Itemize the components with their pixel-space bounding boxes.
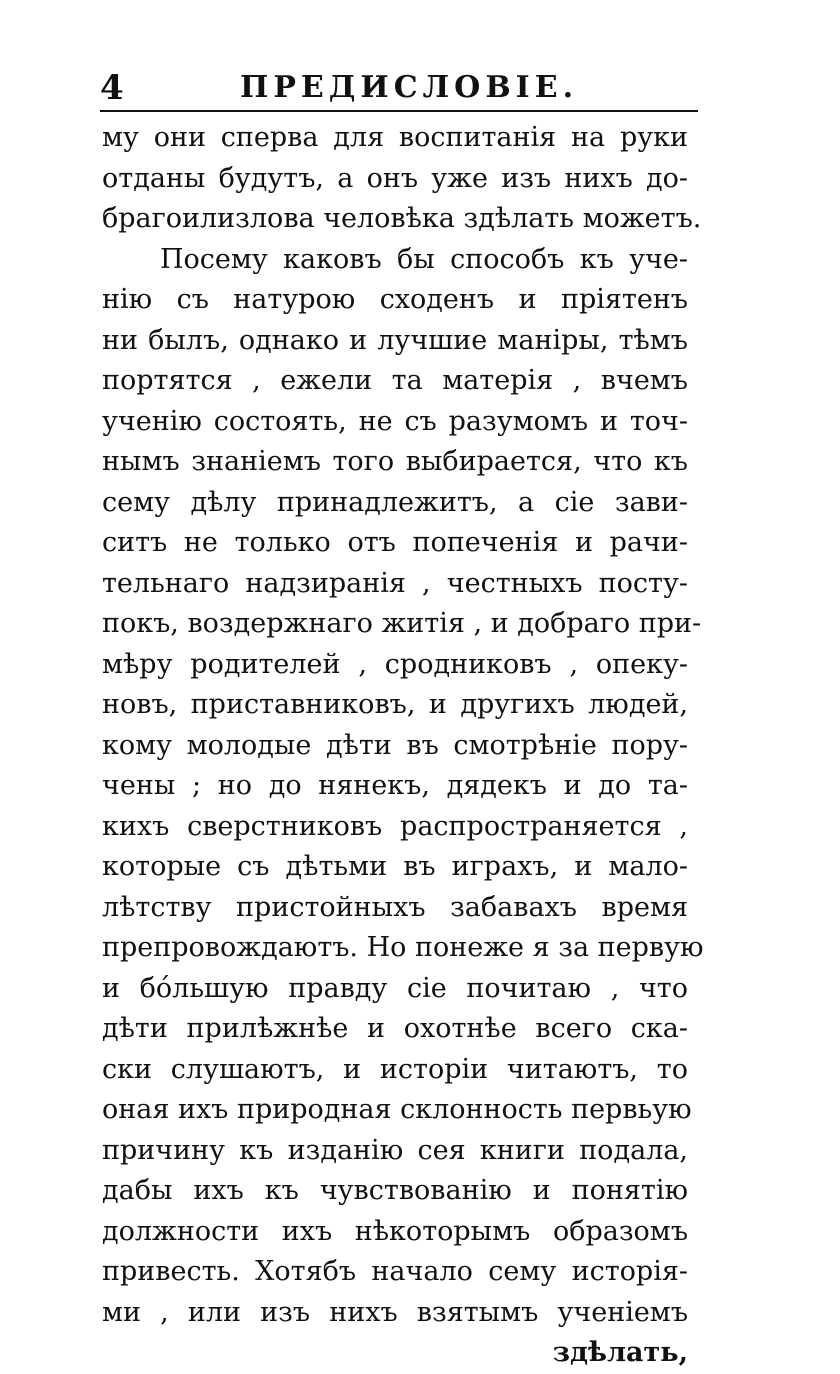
page-header <box>100 66 700 110</box>
text-line: и бо́льшую правду сіе почитаю , что <box>102 972 688 1004</box>
text-line: ни былъ, однако и лучшие маніры, тѣмъ <box>102 324 688 356</box>
text-line: мѣру родителей , сродниковъ , опеку- <box>102 648 688 680</box>
text-line: препровождаютъ. Но понеже я за первую <box>102 932 704 963</box>
text-line: должности ихъ нѣкоторымъ образомъ <box>102 1215 688 1247</box>
text-line: брагоилизлова человѣка здѣлать можетъ. <box>102 203 702 234</box>
body-text <box>102 118 704 1374</box>
text-line: отданы будутъ, а онъ уже изъ нихъ до- <box>102 162 688 194</box>
text-line: новъ, приставниковъ, и другихъ людей, <box>102 689 688 720</box>
text-line: привесть. Хотябъ начало сему исторія- <box>102 1256 688 1287</box>
catchword: здѣлать, <box>552 1337 688 1368</box>
text-line: которые съ дѣтьми въ играхъ, и мало- <box>102 851 688 882</box>
text-line: ми , или изъ нихъ взятымъ ученіемъ <box>102 1296 688 1328</box>
text-line: му они сперва для воспитанія на руки <box>102 122 688 153</box>
page-number: 4 <box>100 68 124 108</box>
text-line: портятся , ежели та матерія , вчемъ <box>102 365 688 396</box>
text-line: ситъ не только отъ попеченія и рачи- <box>102 527 688 558</box>
text-line: лѣтству пристойныхъ забавахъ время <box>102 891 688 923</box>
text-line: оная ихъ природная склонность первьую <box>102 1094 692 1125</box>
text-line: тельнаго надзиранія , честныхъ посту- <box>102 567 688 599</box>
text-line: покъ, воздержнаго житія , и добраго при- <box>102 608 702 639</box>
text-line: сему дѣлу принадлежитъ, а сіе зави- <box>102 486 688 518</box>
text-line: кому молодые дѣти въ смотрѣніе пору- <box>102 729 688 761</box>
text-line: дабы ихъ къ чувствованію и понятію <box>102 1175 688 1206</box>
text-line: ски слушаютъ, и исторіи читаютъ, то <box>102 1053 688 1085</box>
text-line: причину къ изданію сея книги подала, <box>102 1134 688 1166</box>
text-line: ученію состоять, не съ разумомъ и точ- <box>102 405 688 437</box>
text-line: чены ; но до нянекъ, дядекъ и до та- <box>102 770 688 801</box>
paragraph-start-line: Посему каковъ бы способъ къ уче- <box>160 243 688 275</box>
text-line: дѣти прилѣжнѣе и охотнѣе всего ска- <box>102 1013 688 1044</box>
text-line: нію съ натурою сходенъ и пріятенъ <box>102 284 688 315</box>
text-line: нымъ знаніемъ того выбирается, что къ <box>102 446 688 477</box>
header-rule <box>100 110 698 112</box>
running-head: ПРЕДИСЛОВІЕ. <box>240 70 579 105</box>
text-line: кихъ сверстниковъ распространяется , <box>102 810 688 842</box>
